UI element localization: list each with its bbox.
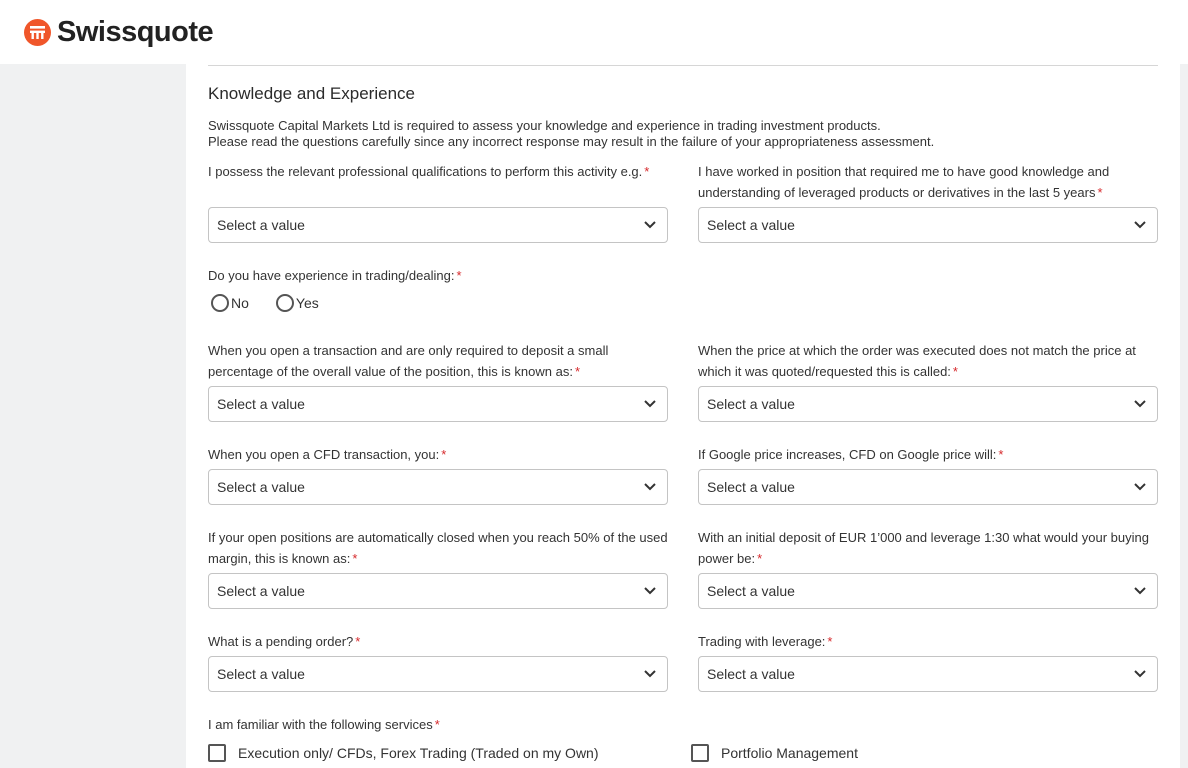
q7-select-value: Select a value [707,479,795,495]
q9-select[interactable] [698,573,1158,609]
q10-select[interactable] [208,656,668,692]
required-marker: * [441,447,447,462]
chevron-down-icon [643,220,657,230]
radio-no-label: No [231,295,249,311]
q11-select-value: Select a value [707,666,795,682]
chevron-down-icon [1133,399,1147,409]
required-marker: * [352,551,358,566]
chevron-down-icon [1133,669,1147,679]
q5-select-value: Select a value [707,396,795,412]
swissquote-logo-icon [24,19,51,46]
section-intro [208,118,1158,150]
q9-label: With an initial deposit of EUR 1’000 and leverage 1:30 what would your buying power be: * [698,530,1149,566]
checkbox-portfolio-management[interactable] [691,744,858,762]
q9-select-value: Select a value [707,583,795,599]
q3-radio-group [211,294,346,312]
checkbox-portfolio-management-label: Portfolio Management [721,745,858,761]
q4-label: When you open a transaction and are only required to deposit a small percentage of the overall value of the position, this is known as: * [208,343,609,379]
left-gutter [0,64,186,768]
q11-label: Trading with leverage: * [698,634,833,649]
radio-yes-label: Yes [295,295,319,311]
checkbox-execution-only-box[interactable] [208,744,226,762]
section-divider [208,65,1158,66]
q2-select[interactable] [698,207,1158,243]
q5-label: When the price at which the order was executed does not match the price at which it was quoted/requested this is called: * [698,343,1136,379]
chevron-down-icon [643,669,657,679]
chevron-down-icon [1133,586,1147,596]
q1-select[interactable] [208,207,668,243]
required-marker: * [757,551,763,566]
chevron-down-icon [1133,482,1147,492]
radio-yes-circle[interactable] [276,294,294,312]
section-title: Knowledge and Experience [208,84,415,103]
q7-select[interactable] [698,469,1158,505]
radio-yes[interactable] [276,294,319,312]
q2-label: I have worked in position that required me to have good knowledge and understanding of leveraged products or derivatives in the last 5 years * [698,164,1110,200]
required-marker: * [434,717,440,732]
chevron-down-icon [643,586,657,596]
q6-label: When you open a CFD transaction, you: * [208,447,447,462]
q4-select[interactable] [208,386,668,422]
checkbox-execution-only-label: Execution only/ CFDs, Forex Trading (Traded on my Own) [238,745,599,761]
required-marker: * [456,268,462,283]
required-marker: * [952,364,958,379]
q12-label: I am familiar with the following services * [208,717,440,732]
q6-select-value: Select a value [217,479,305,495]
intro-line-1: Swissquote Capital Markets Ltd is required to assess your knowledge and experience in trading investment products. [208,118,881,133]
q6-select[interactable] [208,469,668,505]
checkbox-execution-only[interactable] [208,744,599,762]
checkbox-portfolio-management-box[interactable] [691,744,709,762]
required-marker: * [574,364,581,379]
chevron-down-icon [643,399,657,409]
required-marker: * [355,634,361,649]
required-marker: * [1097,185,1103,200]
swissquote-logo[interactable] [24,17,213,47]
q8-label: If your open positions are automatically closed when you reach 50% of the used margin, this is known as: * [208,530,668,566]
q1-select-value: Select a value [217,217,305,233]
radio-no-circle[interactable] [211,294,229,312]
q8-select[interactable] [208,573,668,609]
required-marker: * [998,447,1004,462]
q1-label: I possess the relevant professional qualifications to perform this activity e.g. * [208,164,650,179]
brand-name: Swissquote [57,16,214,48]
q3-label: Do you have experience in trading/dealing: * [208,268,462,283]
intro-line-2: Please read the questions carefully since any incorrect response may result in the failure of your appropriateness assessment. [208,134,935,149]
q10-select-value: Select a value [217,666,305,682]
q4-select-value: Select a value [217,396,305,412]
chevron-down-icon [1133,220,1147,230]
q7-label: If Google price increases, CFD on Google price will: * [698,447,1004,462]
required-marker: * [827,634,833,649]
radio-no[interactable] [211,294,249,312]
q8-select-value: Select a value [217,583,305,599]
required-marker: * [644,164,650,179]
q5-select[interactable] [698,386,1158,422]
q2-select-value: Select a value [707,217,795,233]
chevron-down-icon [643,482,657,492]
top-bar [0,0,1188,64]
q10-label: What is a pending order? * [208,634,361,649]
q11-select[interactable] [698,656,1158,692]
right-gutter [1180,64,1188,768]
